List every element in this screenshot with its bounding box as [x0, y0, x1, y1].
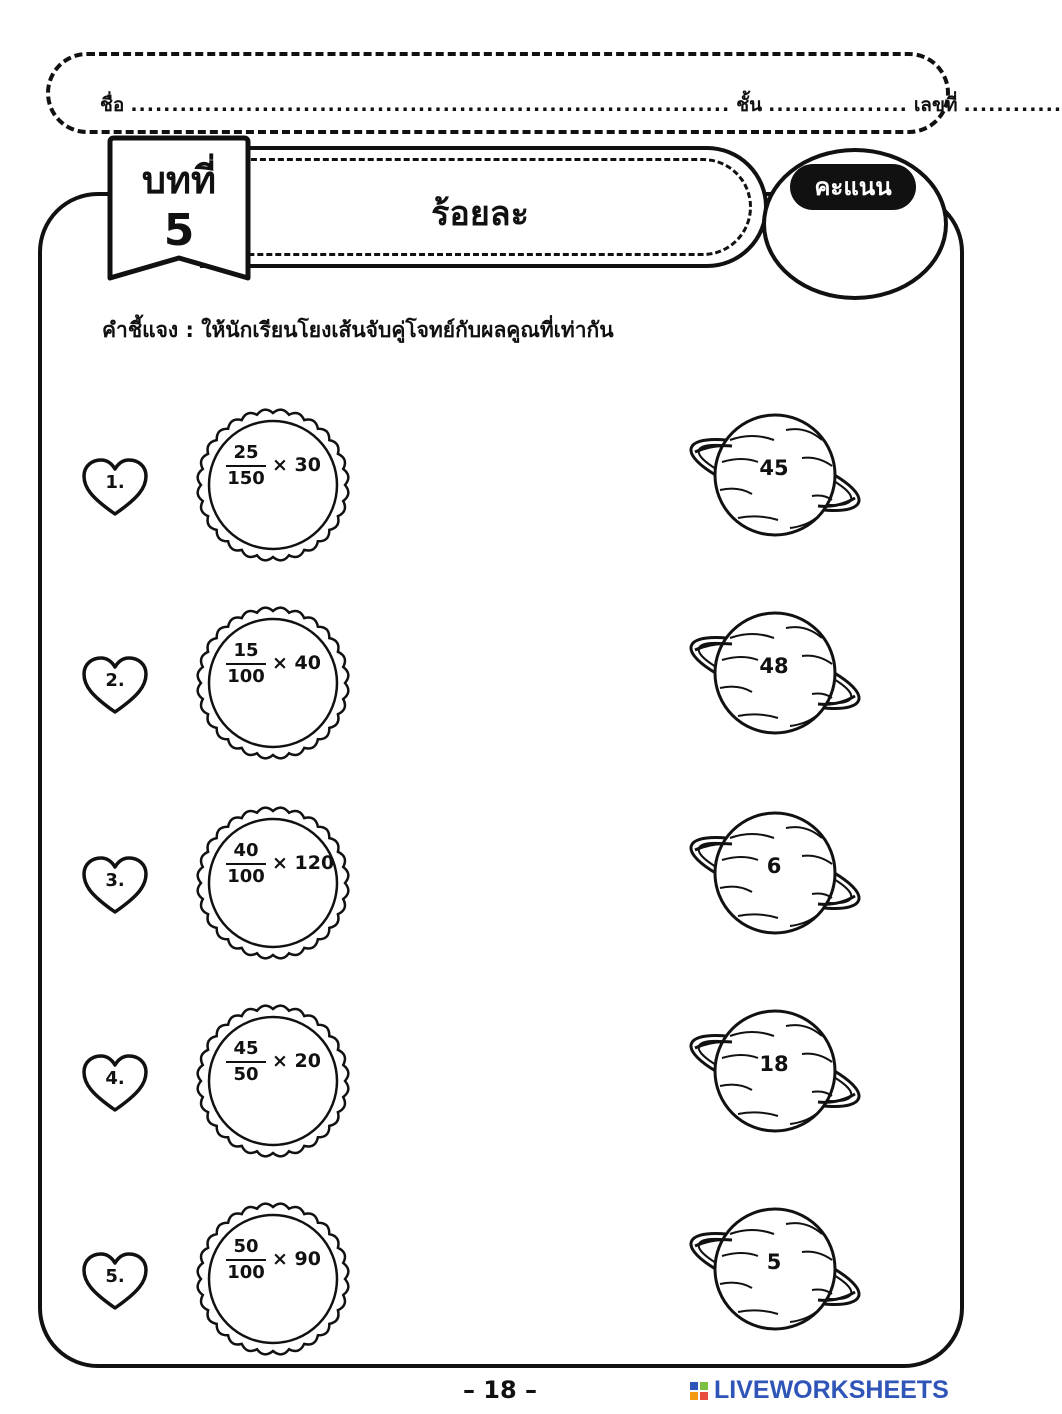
- answer-value: 5: [766, 1250, 782, 1274]
- multiplier: × 40: [272, 652, 321, 674]
- liveworksheets-logo-icon: [690, 1382, 708, 1400]
- number-label: เลขที่: [913, 94, 958, 116]
- fraction-bar: [226, 1061, 266, 1063]
- problem-row: [0, 1024, 1000, 1214]
- fraction-bar: [226, 863, 266, 865]
- fraction-denominator: 150: [227, 468, 265, 489]
- chapter-label: บทที่: [141, 158, 217, 202]
- fraction-numerator: 15: [233, 640, 259, 661]
- multiplier: × 30: [272, 454, 321, 476]
- fraction: [226, 442, 266, 490]
- answer-value: 45: [759, 456, 789, 480]
- fraction: [226, 640, 266, 688]
- answer-value: 6: [766, 854, 782, 878]
- fraction-numerator: 50: [233, 1236, 259, 1257]
- multiplier: × 90: [272, 1248, 321, 1270]
- page-number: – 18 –: [462, 1376, 538, 1404]
- fraction-denominator: 100: [227, 666, 265, 687]
- brand-logo[interactable]: [690, 1376, 949, 1405]
- answer-value: 18: [759, 1052, 789, 1076]
- problem-index: 4.: [105, 1068, 125, 1089]
- brand-name: LIVEWORKSHEETS: [714, 1376, 949, 1404]
- fraction-bar: [226, 663, 266, 665]
- fraction: [226, 1236, 266, 1284]
- fraction-denominator: 100: [227, 1262, 265, 1283]
- instruction-text: คำชี้แจง : ให้นักเรียนโยงเส้นจับคู่โจทย์กับผลคูณที่เท่ากัน: [102, 318, 614, 342]
- class-label: ชั้น: [736, 94, 763, 116]
- problem-index: 2.: [105, 670, 125, 691]
- sun-badge-icon[interactable]: [190, 1196, 356, 1362]
- number-field[interactable]: ............: [963, 94, 1062, 116]
- sun-badge-icon[interactable]: [190, 800, 356, 966]
- student-info-line: [100, 90, 1062, 120]
- problem-row: [0, 826, 1000, 1016]
- name-field[interactable]: .........................................................................: [130, 94, 731, 116]
- problem-index: 5.: [105, 1266, 125, 1287]
- fraction-denominator: 100: [227, 866, 265, 887]
- sun-badge-icon[interactable]: [190, 402, 356, 568]
- problem-index: 1.: [105, 472, 125, 493]
- answer-value: 48: [759, 654, 789, 678]
- sun-badge-icon[interactable]: [190, 600, 356, 766]
- worksheet-title: ร้อยละ: [431, 194, 529, 234]
- problem-row: [0, 626, 1000, 816]
- fraction-numerator: 40: [233, 840, 259, 861]
- sun-badge-icon[interactable]: [190, 998, 356, 1164]
- fraction-denominator: 50: [233, 1064, 259, 1085]
- fraction-bar: [226, 465, 266, 467]
- problem-index: 3.: [105, 870, 125, 891]
- fraction-bar: [226, 1259, 266, 1261]
- multiplier: × 120: [272, 852, 335, 874]
- score-label: คะแนน: [790, 164, 916, 210]
- problem-row: [0, 428, 1000, 618]
- chapter-number: 5: [163, 205, 195, 256]
- fraction-numerator: 45: [233, 1038, 259, 1059]
- fraction: [226, 1038, 266, 1086]
- name-label: ชื่อ: [100, 94, 125, 116]
- class-field[interactable]: .................: [768, 94, 908, 116]
- multiplier: × 20: [272, 1050, 321, 1072]
- fraction-numerator: 25: [233, 442, 259, 463]
- fraction: [226, 840, 266, 888]
